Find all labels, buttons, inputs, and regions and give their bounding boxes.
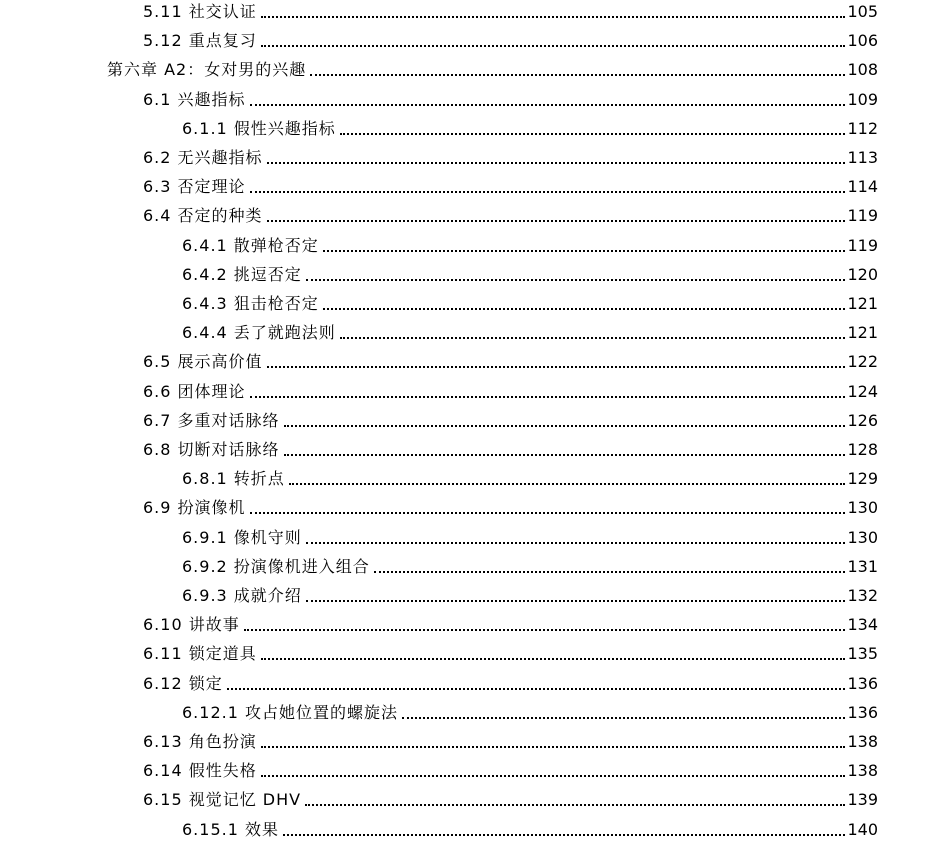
toc-entry-page-number: 134 [847,615,878,634]
toc-entry-page-number: 108 [847,60,878,79]
toc-entry-page-number: 113 [847,148,878,167]
toc-entry[interactable] [143,781,878,810]
toc-entry-label: 6.11 锁定道具 [143,644,257,663]
toc-entry-label: 6.5 展示高价值 [143,352,263,371]
toc-entry-label: 6.4.4 丢了就跑法则 [182,323,336,342]
toc-entry[interactable] [143,752,878,781]
toc-entry-page-number: 109 [847,90,878,109]
toc-entry-label: 6.9.1 像机守则 [182,528,302,547]
toc-dot-leader [402,717,845,719]
toc-dot-leader [261,16,846,18]
toc-entry[interactable] [143,606,878,635]
toc-entry-page-number: 140 [847,820,878,839]
toc-entry-label: 6.12 锁定 [143,674,223,693]
toc-entry[interactable] [143,665,878,694]
toc-dot-leader [250,396,846,398]
toc-entry[interactable] [107,51,878,80]
toc-entry-page-number: 136 [847,703,878,722]
toc-entry[interactable] [182,548,878,577]
toc-entry[interactable] [182,577,878,606]
toc-entry-page-number: 106 [847,31,878,50]
toc-entry-label: 6.8 切断对话脉络 [143,440,280,459]
toc-dot-leader [250,104,846,106]
toc-entry-label: 6.1.1 假性兴趣指标 [182,119,336,138]
toc-entry-label: 5.11 社交认证 [143,2,257,21]
toc-entry-label: 6.9.3 成就介绍 [182,586,302,605]
toc-entry-label: 6.9 扮演像机 [143,498,246,517]
toc-entry[interactable] [182,811,878,840]
toc-entry-page-number: 138 [847,761,878,780]
toc-entry-label: 6.9.2 扮演像机进入组合 [182,557,370,576]
toc-entry-page-number: 119 [847,236,878,255]
toc-entry[interactable] [143,635,878,664]
toc-entry-page-number: 129 [847,469,878,488]
toc-dot-leader [340,337,846,339]
toc-entry-page-number: 138 [847,732,878,751]
toc-dot-leader [250,191,846,193]
toc-entry-label: 6.4.2 挑逗否定 [182,265,302,284]
toc-entry-label: 6.2 无兴趣指标 [143,148,263,167]
toc-entry-label: 6.14 假性失格 [143,761,257,780]
toc-dot-leader [244,629,846,631]
toc-dot-leader [261,775,846,777]
toc-entry[interactable] [182,519,878,548]
toc-dot-leader [261,45,846,47]
toc-dot-leader [227,688,846,690]
toc-entry[interactable] [143,197,878,226]
toc-dot-leader [323,308,846,310]
toc-entry-page-number: 130 [847,528,878,547]
toc-entry-page-number: 131 [847,557,878,576]
toc-dot-leader [306,279,846,281]
toc-entry-page-number: 130 [847,498,878,517]
toc-entry[interactable] [143,489,878,518]
toc-dot-leader [340,133,846,135]
toc-entry-label: 6.8.1 转折点 [182,469,285,488]
toc-dot-leader [261,658,846,660]
toc-entry[interactable] [143,373,878,402]
toc-entry-label: 6.3 否定理论 [143,177,246,196]
toc-entry-label: 6.4.3 狙击枪否定 [182,294,319,313]
toc-entry-label: 6.1 兴趣指标 [143,90,246,109]
toc-entry[interactable] [143,22,878,51]
toc-entry-page-number: 121 [847,323,878,342]
toc-dot-leader [323,250,846,252]
toc-entry[interactable] [143,168,878,197]
toc-entry[interactable] [143,431,878,460]
toc-entry-page-number: 112 [847,119,878,138]
toc-entry[interactable] [143,723,878,752]
toc-entry-page-number: 126 [847,411,878,430]
toc-entry[interactable] [143,139,878,168]
toc-entry[interactable] [182,694,878,723]
toc-entry-page-number: 105 [847,2,878,21]
toc-entry-page-number: 124 [847,382,878,401]
toc-entry-page-number: 121 [847,294,878,313]
toc-entry[interactable] [182,110,878,139]
toc-entry-page-number: 135 [847,644,878,663]
toc-entry-page-number: 136 [847,674,878,693]
toc-entry-page-number: 139 [847,790,878,809]
toc-entry-label: 第六章 A2：女对男的兴趣 [107,60,307,79]
toc-dot-leader [305,804,845,806]
toc-dot-leader [289,483,846,485]
toc-dot-leader [306,600,846,602]
toc-entry[interactable] [143,402,878,431]
toc-dot-leader [283,834,845,836]
toc-entry-page-number: 114 [847,177,878,196]
toc-entry-page-number: 119 [847,206,878,225]
toc-dot-leader [284,454,846,456]
toc-dot-leader [267,220,846,222]
toc-entry-label: 6.15 视觉记忆 DHV [143,790,302,809]
toc-dot-leader [261,746,846,748]
toc-entry-page-number: 132 [847,586,878,605]
toc-entry-label: 6.4 否定的种类 [143,206,263,225]
toc-entry[interactable] [182,285,878,314]
toc-entry[interactable] [182,460,878,489]
toc-dot-leader [310,74,845,76]
toc-entry[interactable] [182,314,878,343]
toc-entry-label: 6.15.1 效果 [182,820,279,839]
toc-entry-label: 6.6 团体理论 [143,382,246,401]
toc-entry[interactable] [143,343,878,372]
toc-entry[interactable] [143,81,878,110]
toc-entry[interactable] [143,0,878,22]
toc-dot-leader [284,425,846,427]
toc-entry-page-number: 120 [847,265,878,284]
toc-entry-label: 6.4.1 散弹枪否定 [182,236,319,255]
toc-entry-label: 6.13 角色扮演 [143,732,257,751]
toc-entry-label: 6.12.1 攻占她位置的螺旋法 [182,703,398,722]
toc-entry[interactable] [182,256,878,285]
toc-entry-label: 6.7 多重对话脉络 [143,411,280,430]
toc-dot-leader [267,162,846,164]
toc-dot-leader [267,366,846,368]
toc-entry-label: 6.10 讲故事 [143,615,240,634]
toc-entry-page-number: 128 [847,440,878,459]
toc-dot-leader [250,512,846,514]
toc-dot-leader [374,571,846,573]
toc-entry-label: 5.12 重点复习 [143,31,257,50]
toc-entry[interactable] [182,227,878,256]
toc-entry-page-number: 122 [847,352,878,371]
toc-dot-leader [306,542,846,544]
